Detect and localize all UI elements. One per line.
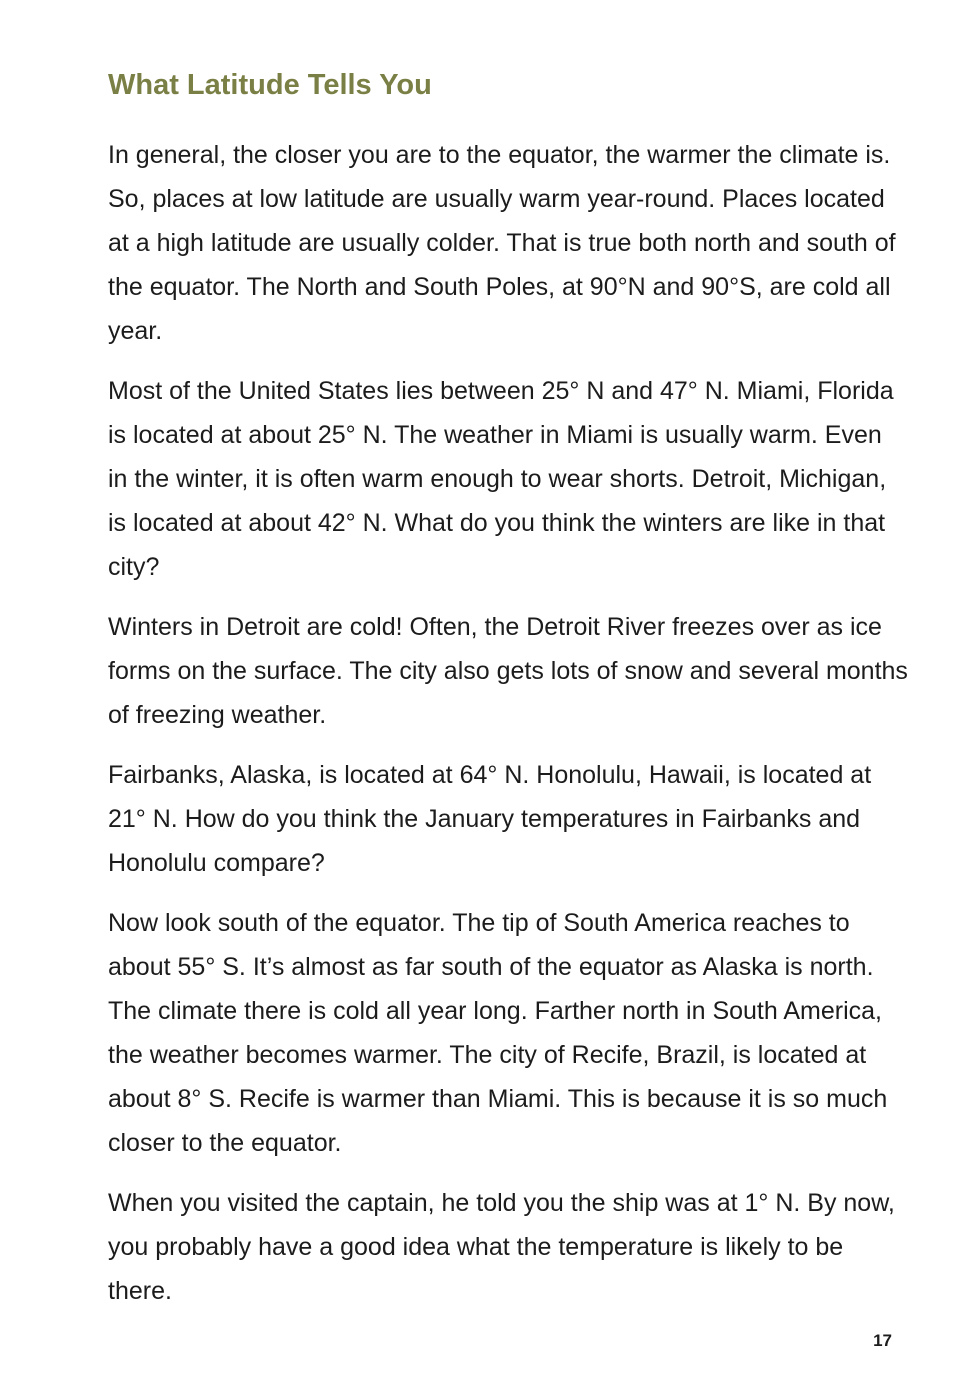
body-text bbox=[108, 133, 908, 1329]
page-number: 17 bbox=[873, 1331, 892, 1350]
paragraph-detroit-winters: Winters in Detroit are cold! Often, the Detroit River freezes over as ice forms on the surface. The city also gets lots of snow and several months of freezing weather. bbox=[108, 613, 908, 729]
section-title: What Latitude Tells You bbox=[108, 69, 432, 101]
paragraph-fairbanks-honolulu: Fairbanks, Alaska, is located at 64° N. Honolulu, Hawaii, is located at 21° N. How do you think the January temperatures in Fairbanks and Honolulu compare? bbox=[108, 761, 872, 877]
paragraph-south-america: Now look south of the equator. The tip of South America reaches to about 55° S. It’s almost as far south of the equator as Alaska is north. The climate there is cold all year long. Farther north in South America, the weather becomes warmer. The city of Recife, Brazil, is located at about 8° S. Recife is warmer than Miami. This is because it is so much closer to the equator. bbox=[108, 909, 888, 1157]
paragraph-captain: When you visited the captain, he told you the ship was at 1° N. By now, you probably have a good idea what the temperature is likely to be there. bbox=[108, 1189, 895, 1305]
document-page bbox=[108, 0, 908, 1384]
paragraph-latitude-intro: In general, the closer you are to the equator, the warmer the climate is. So, places at low latitude are usually warm year-round. Places located at a high latitude are usually colder. That is true both north and south of the equator. The North and South Poles, at 90°N and 90°S, are cold all year. bbox=[108, 141, 896, 345]
paragraph-united-states: Most of the United States lies between 25° N and 47° N. Miami, Florida is located at about 25° N. The weather in Miami is usually warm. Even in the winter, it is often warm enough to wear shorts. Detroit, Michigan, is located at about 42° N. What do you think the winters are like in that city? bbox=[108, 377, 894, 581]
